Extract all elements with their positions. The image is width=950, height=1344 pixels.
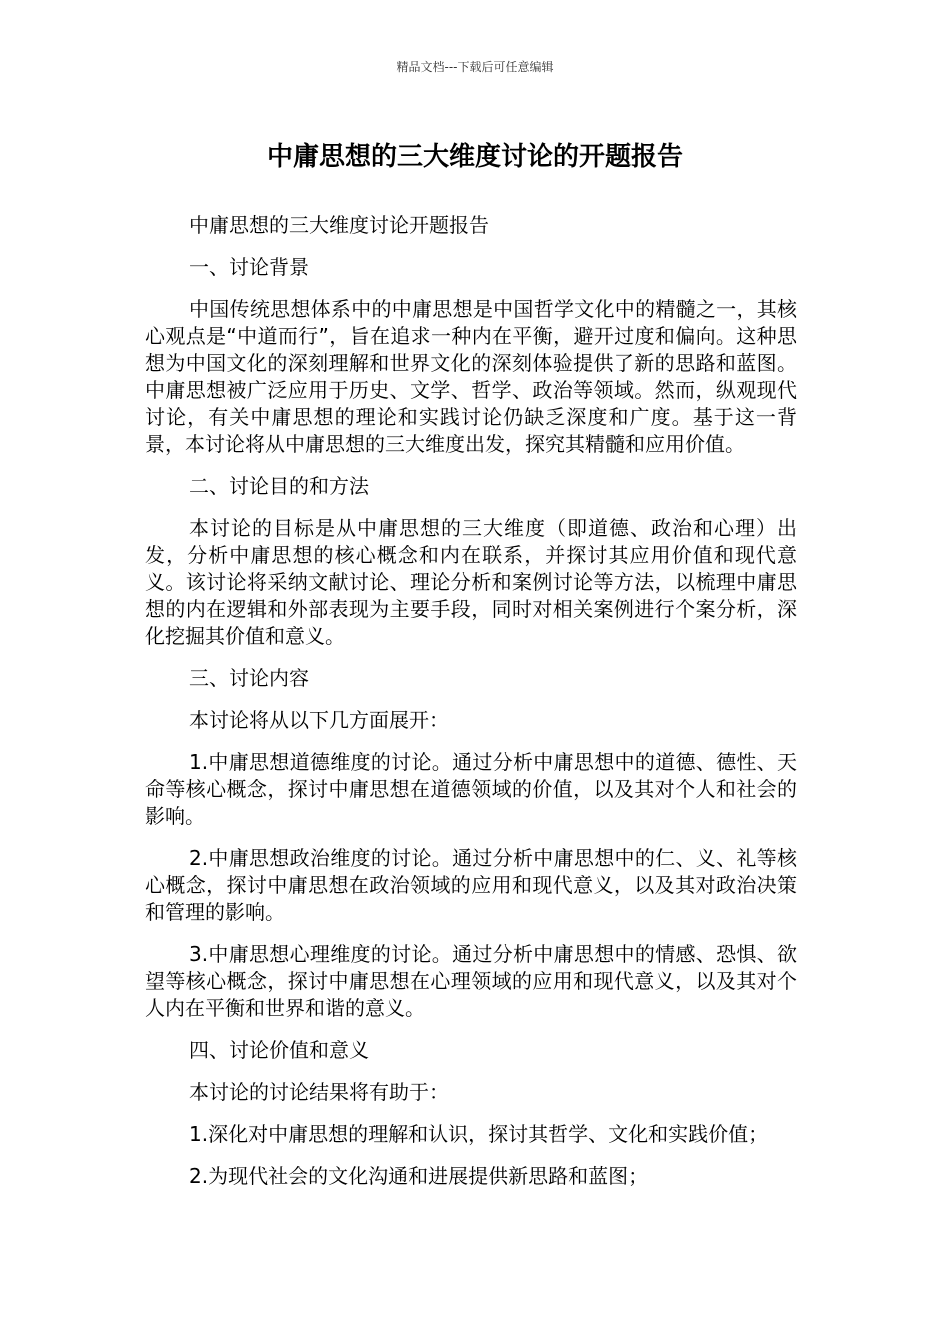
section-heading-value: 四、讨论价值和意义: [189, 1038, 369, 1062]
list-item: 2.中庸思想政治维度的讨论。通过分析中庸思想中的仁、义、礼等核心概念，探讨中庸思想在政治领域的应用和现代意义，以及其对政治决策和管理的影响。: [145, 846, 797, 924]
body-paragraph: 中国传统思想体系中的中庸思想是中国哲学文化中的精髓之一，其核心观点是“中道而行”，旨在追求一种内在平衡，避开过度和偏向。这种思想为中国文化的深刻理解和世界文化的深刻体验提供了新的思路和蓝图。中庸思想被广泛应用于历史、文学、哲学、政治等领域。然而，纵观现代讨论，有关中庸思想的理论和实践讨论仍缺乏深度和广度。基于这一背景，本讨论将从中庸思想的三大维度出发，探究其精髓和应用价值。: [145, 297, 797, 456]
list-item: 1.中庸思想道德维度的讨论。通过分析中庸思想中的道德、德性、天命等核心概念，探讨中庸思想在道德领域的价值，以及其对个人和社会的影响。: [145, 750, 797, 828]
list-item: 3.中庸思想心理维度的讨论。通过分析中庸思想中的情感、恐惧、欲望等核心概念，探讨中庸思想在心理领域的应用和现代意义，以及其对个人内在平衡和世界和谐的意义。: [145, 942, 797, 1020]
document-body: [145, 212, 797, 1205]
section-heading-content: 三、讨论内容: [189, 666, 309, 690]
list-item: 1.深化对中庸思想的理解和认识，探讨其哲学、文化和实践价值；: [189, 1122, 769, 1146]
body-paragraph: 本讨论的讨论结果将有助于：: [189, 1080, 449, 1104]
list-item: 2.为现代社会的文化沟通和进展提供新思路和蓝图；: [189, 1164, 649, 1188]
document-title: 中庸思想的三大维度讨论的开题报告: [266, 142, 683, 172]
section-heading-background: 一、讨论背景: [189, 255, 309, 279]
body-paragraph: 本讨论将从以下几方面展开：: [189, 708, 449, 732]
subtitle-paragraph: 中庸思想的三大维度讨论开题报告: [189, 213, 489, 237]
header-note: 精品文档---下载后可任意编辑: [396, 60, 554, 74]
body-paragraph: 本讨论的目标是从中庸思想的三大维度（即道德、政治和心理）出发，分析中庸思想的核心概念和内在联系，并探讨其应用价值和现代意义。该讨论将采纳文献讨论、理论分析和案例讨论等方法，以梳理中庸思想的内在逻辑和外部表现为主要手段，同时对相关案例进行个案分析，深化挖掘其价值和意义。: [145, 516, 797, 648]
section-heading-purpose: 二、讨论目的和方法: [189, 474, 369, 498]
